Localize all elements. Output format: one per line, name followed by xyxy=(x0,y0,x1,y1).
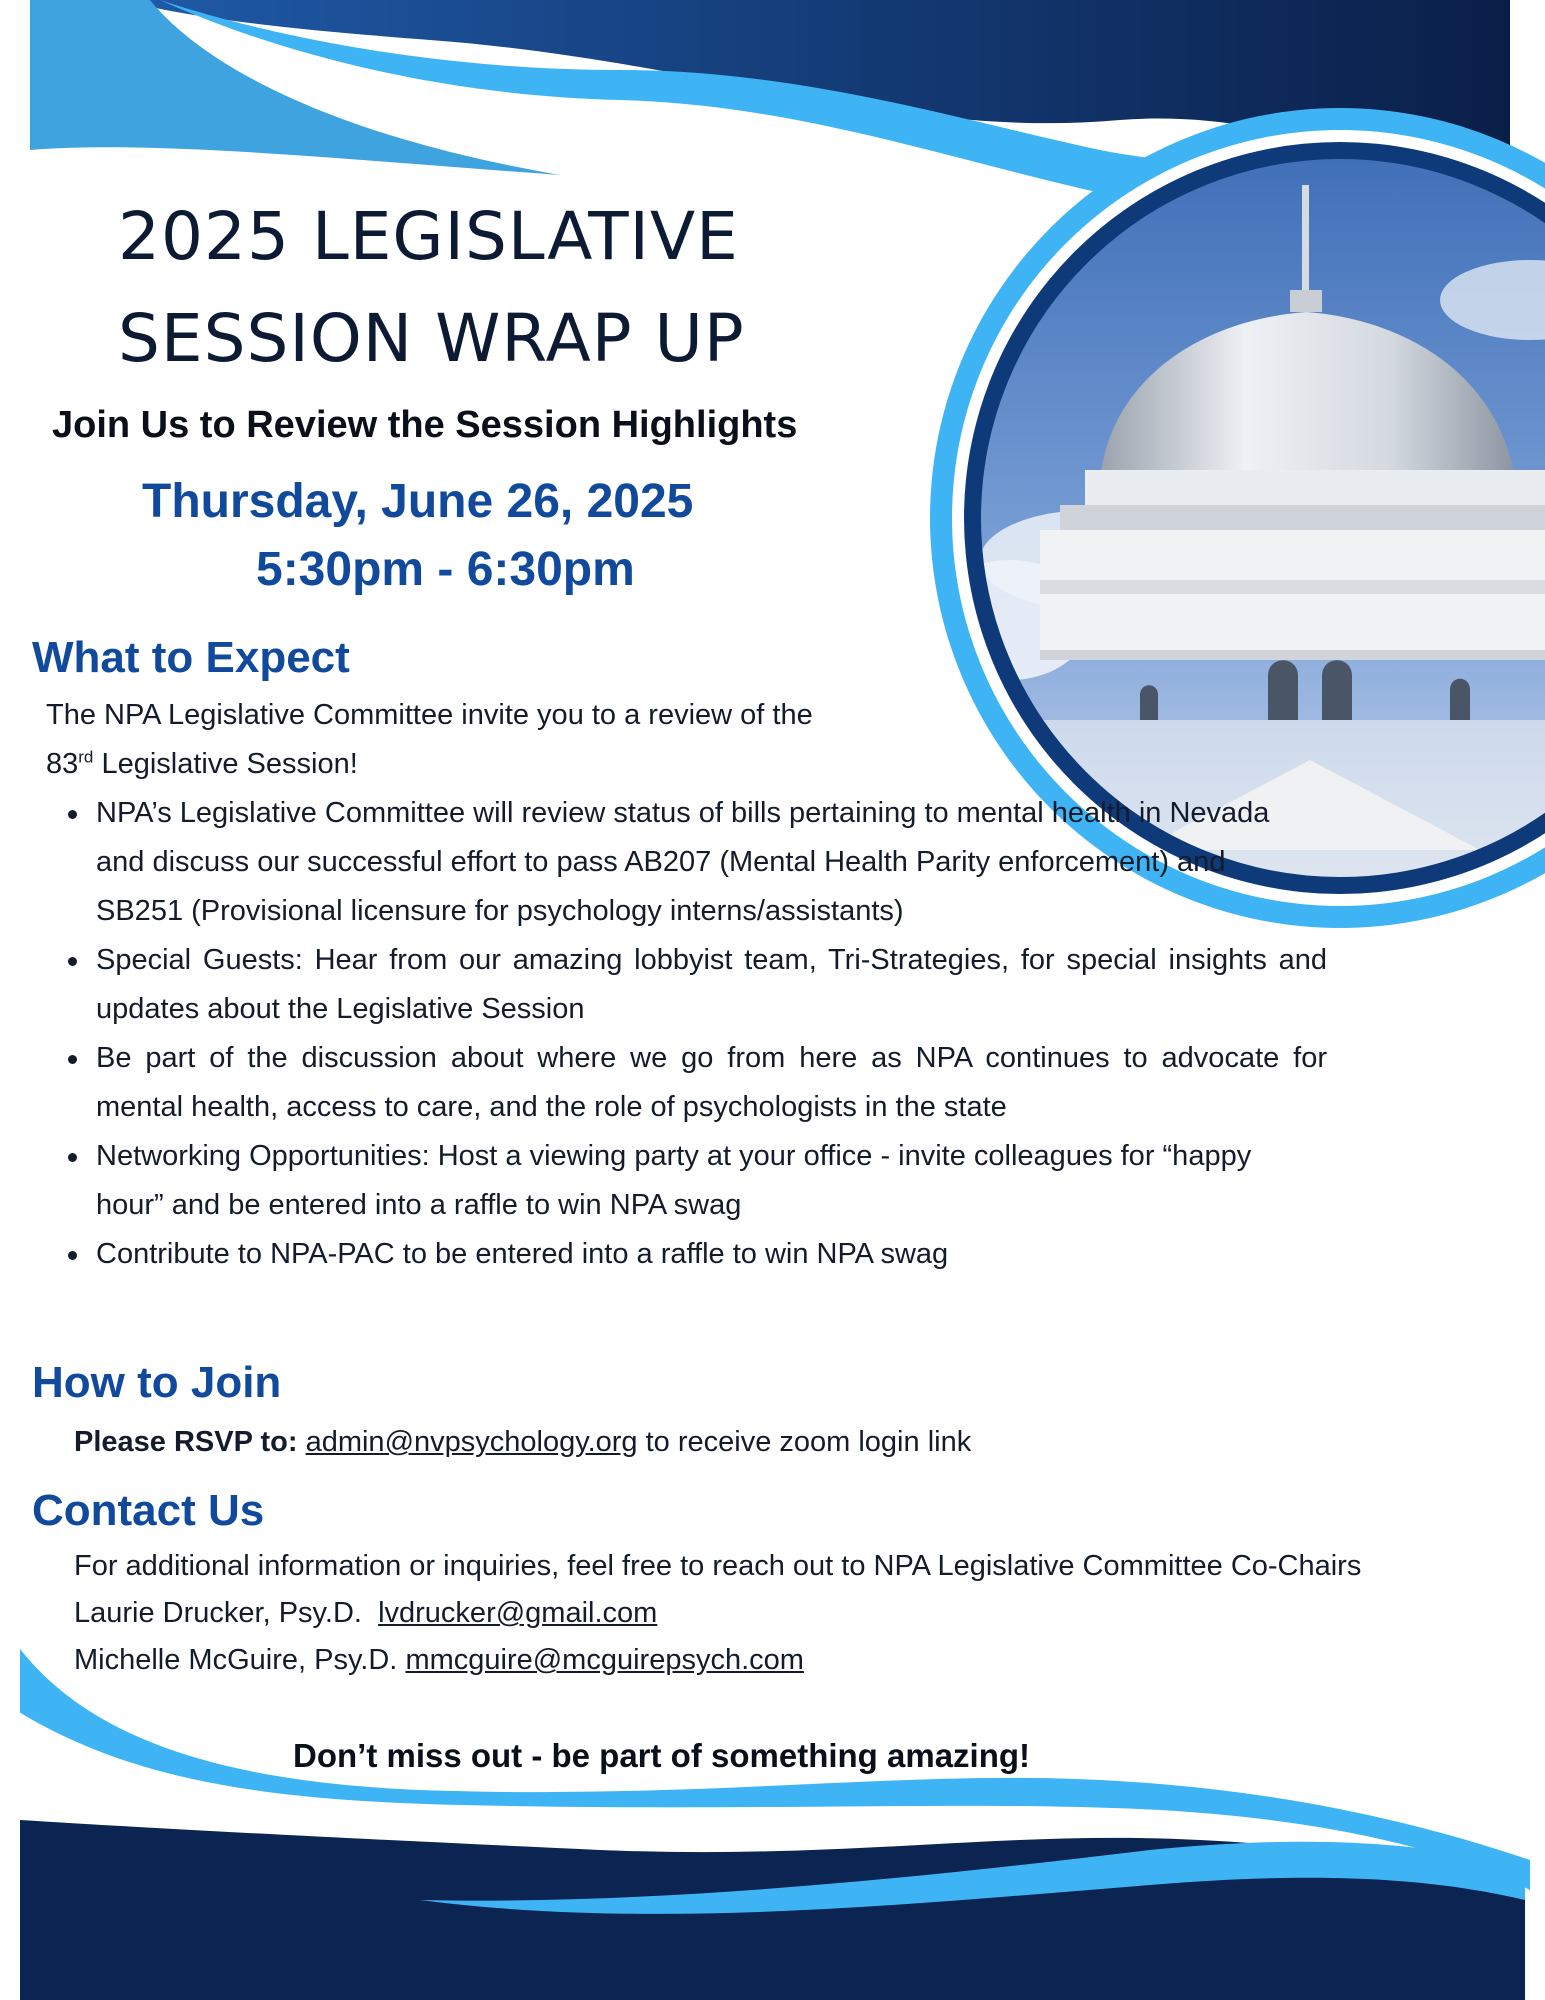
list-item xyxy=(32,1132,1326,1230)
list-item xyxy=(32,936,1327,1034)
list-item xyxy=(32,1034,1327,1132)
contact-block xyxy=(74,1543,1361,1684)
expect-intro-rest: Legislative Session! xyxy=(93,748,358,780)
event-time: 5:30pm - 6:30pm xyxy=(256,543,635,596)
expect-intro-line-2 xyxy=(46,740,946,789)
contact-person-1 xyxy=(74,1590,1361,1637)
closing-tagline: Don’t miss out - be part of something amazing! xyxy=(293,1737,1031,1774)
bullet-text-guests: Special Guests: Hear from our amazing lobbyist team, Tri-Strategies, for special insights and updates about the Legislative Session xyxy=(96,944,1327,1025)
how-to-join-heading: How to Join xyxy=(32,1358,282,1407)
person-1-name: Laurie Drucker, Psy.D. xyxy=(74,1597,362,1629)
person-2-name: Michelle McGuire, Psy.D. xyxy=(74,1644,398,1676)
bullet-text-pac: Contribute to NPA-PAC to be entered into a raffle to win NPA swag xyxy=(96,1238,949,1270)
list-item xyxy=(32,1230,1327,1279)
contact-person-2 xyxy=(74,1637,1361,1684)
list-item xyxy=(32,789,1286,936)
contact-us-heading: Contact Us xyxy=(32,1486,265,1535)
session-number-suffix: rd xyxy=(78,747,94,767)
rsvp-rest: to receive zoom login link xyxy=(637,1426,972,1458)
bullet-text-networking: Networking Opportunities: Host a viewing party at your office - invite colleagues for “happy hour” and be entered into a raffle to win NPA swag xyxy=(96,1140,1252,1221)
person-1-email-link[interactable]: lvdrucker@gmail.com xyxy=(378,1597,658,1629)
expect-intro xyxy=(46,691,946,789)
bullet-text-discussion: Be part of the discussion about where we go from here as NPA continues to advocate for mental health, access to care, and the role of psychologists in the state xyxy=(96,1042,1327,1123)
person-2-email-link[interactable]: mmcguire@mcguirepsych.com xyxy=(405,1644,804,1676)
subtitle: Join Us to Review the Session Highlights xyxy=(52,404,798,446)
rsvp-label: Please RSVP to: xyxy=(74,1426,298,1458)
contact-intro: For additional information or inquiries, feel free to reach out to NPA Legislative Committee Co-Chairs xyxy=(74,1550,1362,1582)
what-to-expect-heading: What to Expect xyxy=(32,633,350,682)
bullet-text-bills: NPA’s Legislative Committee will review status of bills pertaining to mental health in Nevada and discuss our successful effort to pass AB207 (Mental Health Parity enforcement) and SB251 (Provisional licensure for psychology interns/assistants) xyxy=(96,797,1270,927)
event-date: Thursday, June 26, 2025 xyxy=(142,475,694,528)
rsvp-email-link[interactable]: admin@nvpsychology.org xyxy=(305,1426,638,1458)
title-line-2: SESSION WRAP UP xyxy=(118,300,745,377)
session-number: 83 xyxy=(46,748,79,780)
expect-intro-line-1: The NPA Legislative Committee invite you to a review of the xyxy=(46,699,813,731)
title-line-1: 2025 LEGISLATIVE xyxy=(118,198,739,275)
expect-bullet-list xyxy=(32,789,1327,1279)
rsvp-line xyxy=(74,1418,971,1467)
